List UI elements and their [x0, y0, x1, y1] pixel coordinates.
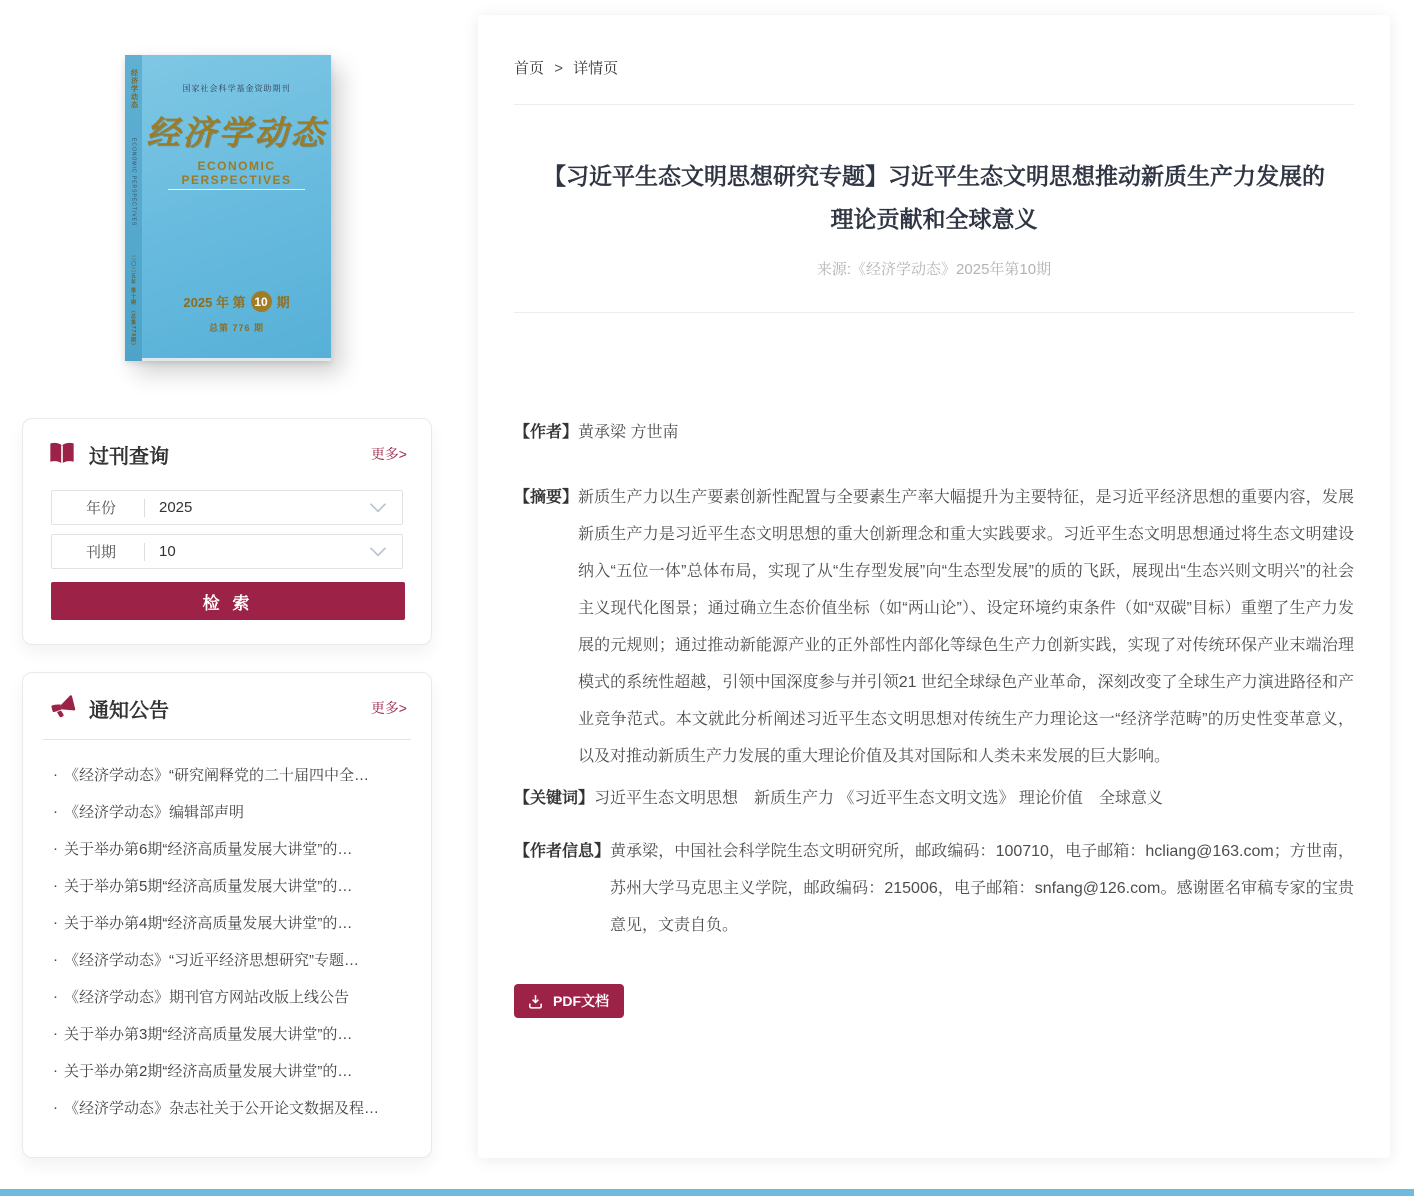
chevron-down-icon — [368, 545, 388, 559]
abstract-text: 新质生产力以生产要素创新性配置与全要素生产率大幅提升为主要特征，是习近平经济思想的重要内容，发展新质生产力是习近平生态文明思想的重大创新理念和重大实践要求。习近平生态文明思想通过将生态文明建设纳入“五位一体”总体布局，实现了从“生存型发展”向“生态型发展”的质的飞跃，展现出“生态兴则文明兴”的社会主义现代化图景；通过确立生态价值坐标（如“两山论”）、设定环境约束条件（如“双碳”目标）重塑了生产力发展的元规则；通过推动新能源产业的正外部性内部化等绿色生产力创新实践，实现了对传统环保产业末端治理模式的系统性超越，引领中国深度参与并引领21 世纪全球绿色产业革命，深刻改变了全球生产力演进路径和产业竞争范式。本文就此分析阐述习近平生态文明思想对传统生产力理论这一“经济学范畴”的历史性变革意义，以及对推动新质生产力发展的重大理论价值及其对国际和人类未来发展的巨大影响。 — [578, 489, 1354, 765]
notice-list-item[interactable] — [53, 978, 407, 1015]
notice-item-text: 关于举办第4期“经济高质量发展大讲堂”的… — [64, 915, 353, 932]
article-title: 【习近平生态文明思想研究专题】习近平生态文明思想推动新质生产力发展的理论贡献和全球意义 — [543, 163, 1325, 232]
archive-query-panel — [22, 418, 432, 645]
keywords-text: 习近平生态文明思想 新质生产力 《习近平生态文明文选》 理论价值 全球意义 — [594, 790, 1163, 807]
notice-item-text: 关于举办第5期“经济高质量发展大讲堂”的… — [64, 878, 353, 895]
notice-item-text: 《经济学动态》编辑部声明 — [64, 804, 245, 821]
author-names: 黄承梁 方世南 — [578, 424, 679, 441]
author-info-text: 黄承梁，中国社会科学院生态文明研究所，邮政编码：100710，电子邮箱：hcliang@163.com；方世南，苏州大学马克思主义学院，邮政编码：215006，电子邮箱：snfang@126.com。感谢匿名审稿专家的宝贵意见，文责自负。 — [610, 843, 1354, 934]
issue-select[interactable] — [51, 534, 403, 569]
cover-issue-number-badge: 10 — [251, 291, 272, 312]
cover-issue-suffix: 期 — [276, 295, 290, 310]
cover-funding-note: 国家社会科学基金资助期刊 — [182, 84, 291, 93]
year-value: 2025 — [159, 499, 193, 516]
notice-list-item[interactable] — [53, 793, 407, 830]
bullet: · — [53, 803, 58, 820]
download-icon — [527, 993, 544, 1010]
cover-issue-prefix: 2025 年 第 — [183, 295, 246, 310]
notice-item-text: 关于举办第6期“经济高质量发展大讲堂”的… — [64, 841, 353, 858]
notice-list-item[interactable] — [53, 830, 407, 867]
article-detail-card — [478, 15, 1390, 1158]
journal-cover-image — [125, 55, 331, 361]
megaphone-icon — [47, 693, 77, 723]
notice-panel — [22, 672, 432, 1158]
notice-list-item[interactable] — [53, 1089, 407, 1126]
footer-accent-bar — [0, 1189, 1414, 1196]
abstract-label: 【摘要】 — [514, 489, 579, 506]
keywords-label: 【关键词】 — [514, 790, 595, 807]
cover-issue-line — [142, 291, 331, 312]
notice-title: 通知公告 — [89, 699, 169, 722]
breadcrumb-separator: > — [554, 60, 563, 77]
journal-cover-spine — [125, 55, 142, 361]
notice-list — [23, 740, 431, 1126]
article-source: 来源:《经济学动态》2025年第10期 — [816, 261, 1052, 278]
notice-list-item[interactable] — [53, 904, 407, 941]
bullet: · — [53, 1062, 58, 1079]
author-row — [514, 421, 1354, 445]
bullet: · — [53, 988, 58, 1005]
author-info-label: 【作者信息】 — [514, 843, 611, 860]
notice-item-text: 《经济学动态》“研究阐释党的二十届四中全… — [64, 767, 369, 784]
notice-list-item[interactable] — [53, 756, 407, 793]
notice-item-text: 关于举办第2期“经济高质量发展大讲堂”的… — [64, 1063, 353, 1080]
spine-title: 经济学动态 — [130, 69, 138, 109]
chevron-down-icon — [368, 501, 388, 515]
notice-list-item[interactable] — [53, 1052, 407, 1089]
breadcrumb-home[interactable]: 首页 — [514, 60, 545, 77]
year-label: 年份 — [86, 500, 117, 517]
bullet: · — [53, 1025, 58, 1042]
author-info-row — [514, 833, 1354, 944]
cover-total-issue: 总第 776 期 — [208, 323, 265, 333]
bullet: · — [53, 951, 58, 968]
cover-title-cn: 经济学动态 — [146, 113, 327, 152]
bullet: · — [53, 840, 58, 857]
cover-divider-line — [168, 189, 304, 190]
bullet: · — [53, 914, 58, 931]
archive-query-header — [23, 419, 431, 481]
breadcrumb — [514, 57, 1354, 78]
divider — [514, 312, 1354, 313]
spine-title-en: ECONOMIC PERSPECTIVES — [130, 137, 137, 227]
bullet: · — [53, 766, 58, 783]
notice-item-text: 《经济学动态》杂志社关于公开论文数据及程… — [64, 1100, 380, 1117]
pdf-button-label: PDF文档 — [553, 993, 609, 1009]
notice-item-text: 关于举办第3期“经济高质量发展大讲堂”的… — [64, 1026, 353, 1043]
pdf-download-button[interactable] — [514, 984, 624, 1018]
year-select[interactable] — [51, 490, 403, 525]
archive-query-title: 过刊查询 — [89, 445, 169, 468]
notice-header — [23, 673, 431, 735]
spine-issue: 二〇二五年 第十期 （总第776期） — [130, 254, 136, 349]
search-button[interactable]: 检 索 — [51, 582, 405, 620]
author-label: 【作者】 — [514, 424, 579, 441]
field-separator — [144, 499, 145, 517]
issue-label: 刊期 — [86, 544, 117, 561]
abstract-row — [514, 479, 1354, 775]
notice-list-item[interactable] — [53, 1015, 407, 1052]
notice-item-text: 《经济学动态》“习近平经济思想研究”专题… — [64, 952, 359, 969]
notice-more-link[interactable]: 更多> — [370, 700, 407, 716]
open-book-icon — [47, 439, 77, 469]
cover-title-en: ECONOMIC PERSPECTIVES — [181, 159, 292, 187]
keywords-row — [514, 780, 1354, 817]
notice-item-text: 《经济学动态》期刊官方网站改版上线公告 — [64, 989, 350, 1006]
bullet: · — [53, 1099, 58, 1116]
divider — [514, 104, 1354, 105]
breadcrumb-current: 详情页 — [573, 60, 619, 77]
notice-list-item[interactable] — [53, 867, 407, 904]
article-meta — [514, 421, 1354, 944]
archive-more-link[interactable]: 更多> — [370, 446, 407, 462]
journal-cover-front — [142, 55, 331, 361]
field-separator — [144, 543, 145, 561]
issue-value: 10 — [159, 543, 176, 560]
notice-list-item[interactable] — [53, 941, 407, 978]
bullet: · — [53, 877, 58, 894]
